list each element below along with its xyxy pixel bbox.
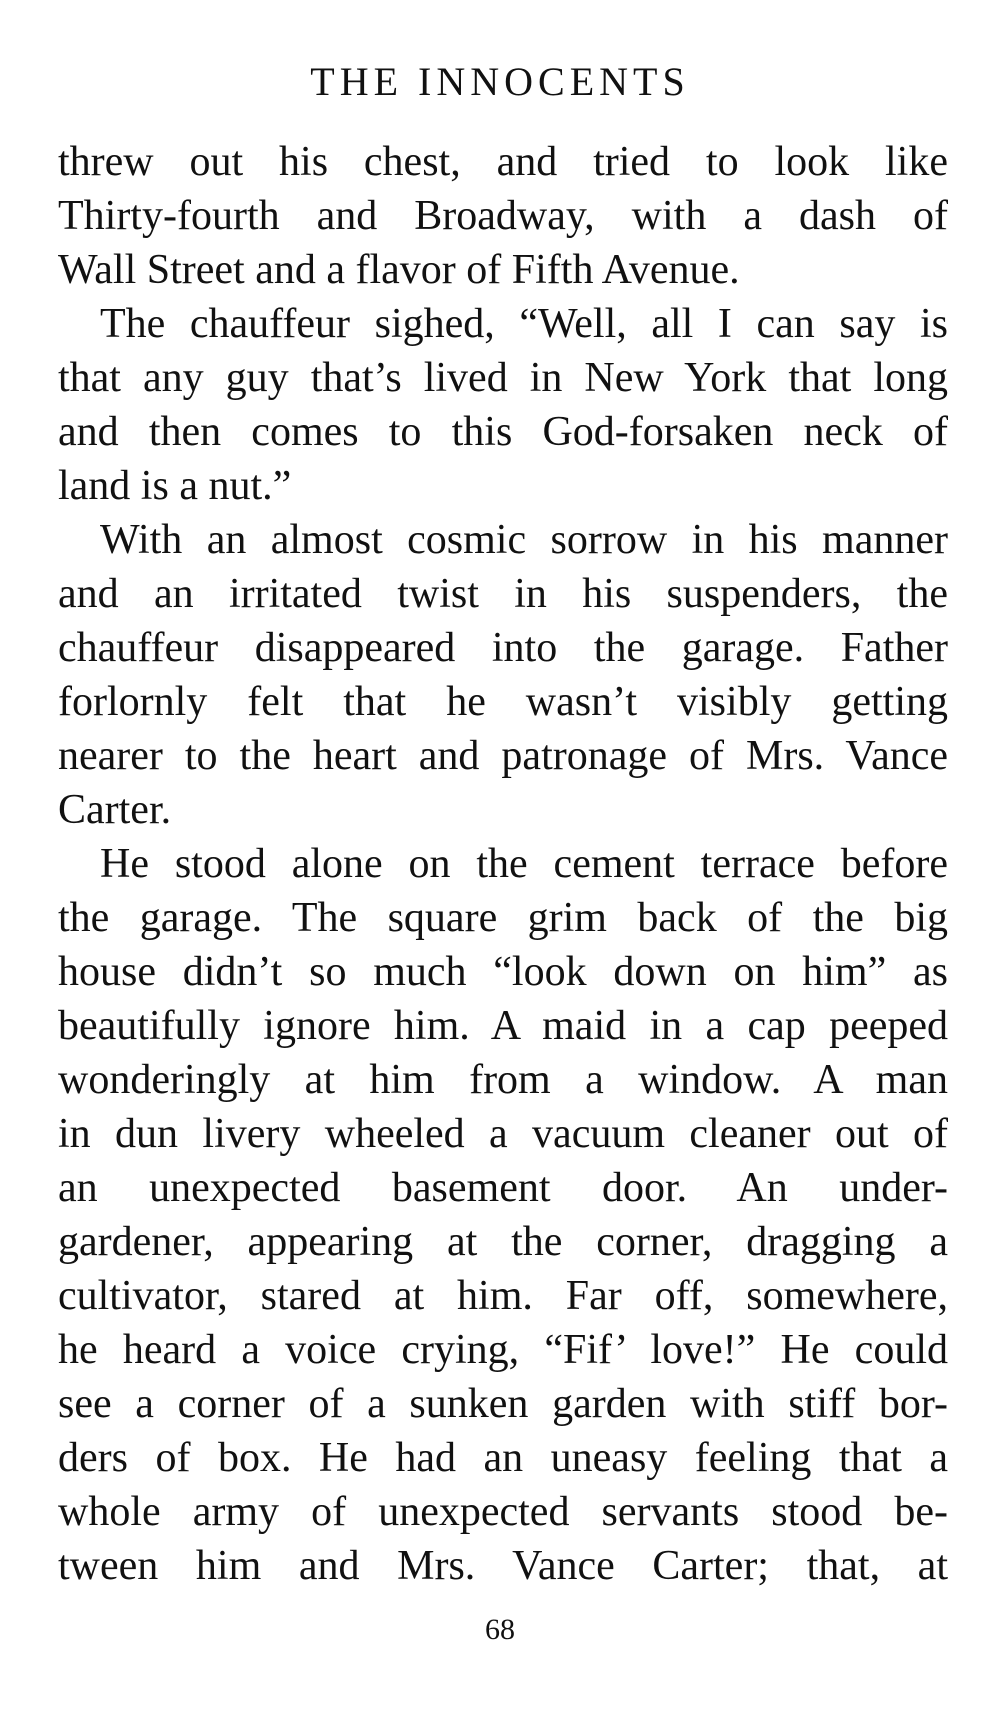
text-line: wonderingly at him from a window. A man [58,1057,948,1103]
text-line: that any guy that’s lived in New York that long [58,355,948,401]
text-line: With an almost cosmic sorrow in his manner [100,517,948,563]
text-line: and then comes to this God-forsaken neck of [58,409,948,455]
text-line: forlornly felt that he wasn’t visibly getting [58,679,948,725]
text-line: in dun livery wheeled a vacuum cleaner out of [58,1111,948,1157]
text-line: cultivator, stared at him. Far off, somewhere, [58,1273,948,1319]
text-line: beautifully ignore him. A maid in a cap peeped [58,1003,948,1049]
text-line: tween him and Mrs. Vance Carter; that, at [58,1543,948,1589]
text-line: Wall Street and a flavor of Fifth Avenue. [58,247,740,293]
text-line: He stood alone on the cement terrace before [100,841,948,887]
text-line: chauffeur disappeared into the garage. Father [58,625,948,671]
text-line: see a corner of a sunken garden with stiff bor- [58,1381,948,1427]
text-line: ders of box. He had an uneasy feeling that a [58,1435,948,1481]
text-line: nearer to the heart and patronage of Mrs. Vance [58,733,948,779]
text-line: and an irritated twist in his suspenders, the [58,571,948,617]
text-line: land is a nut.” [58,463,292,509]
text-line: Thirty-fourth and Broadway, with a dash of [58,193,948,239]
text-line: Carter. [58,787,172,833]
page-number: 68 [485,1613,515,1646]
text-line: whole army of unexpected servants stood be- [58,1489,948,1535]
text-line: gardener, appearing at the corner, dragging a [58,1219,948,1265]
body-text [58,135,948,1593]
text-line: threw out his chest, and tried to look like [58,139,948,185]
running-head: THE INNOCENTS [310,59,690,104]
text-line: an unexpected basement door. An under- [58,1165,948,1211]
text-line: house didn’t so much “look down on him” as [58,949,948,995]
text-line: the garage. The square grim back of the big [58,895,948,941]
text-line: he heard a voice crying, “Fif’ love!” He could [58,1327,948,1373]
text-line: The chauffeur sighed, “Well, all I can say is [100,301,948,347]
